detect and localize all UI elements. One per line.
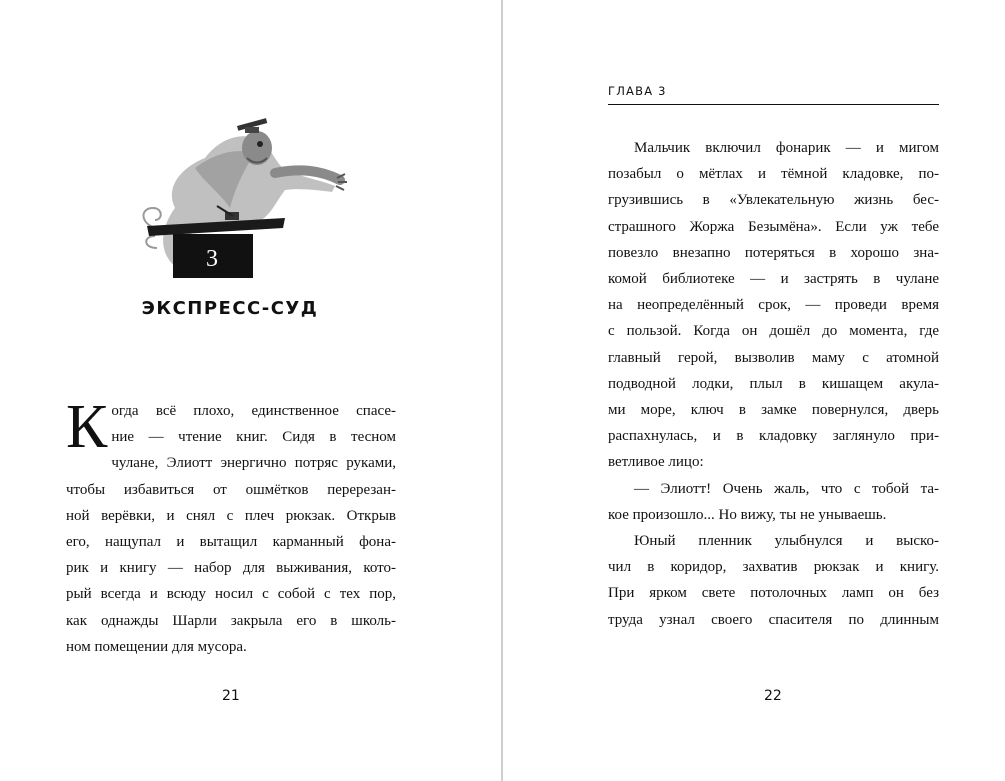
left-page	[0, 0, 502, 781]
header-rule	[608, 104, 939, 105]
text-line: страшного Жоржа Безымёна». Если уж тебе	[608, 218, 939, 235]
text-line: При ярком свете потолочных ламп он без	[608, 585, 939, 602]
left-body-text	[66, 393, 396, 660]
text-line: ние — чтение книг. Сидя в тесном	[111, 429, 396, 446]
text-line: главный герой, вызволив маму с атомной	[608, 349, 939, 366]
text-line: Мальчик включил фонарик — и мигом	[634, 140, 939, 156]
text-line: как однажды Шарли закрыла его в школь-	[66, 612, 396, 629]
text-line: повезло внезапно потеряться в хорошо зна-	[608, 244, 939, 261]
text-line: чил в коридор, захватив рюкзак и книгу.	[608, 559, 939, 576]
text-line: рый всегда и всюду носил с собой с тех пор,	[66, 586, 396, 603]
text-line: рик и книгу — набор для выживания, кото-	[66, 560, 396, 577]
text-line: чтобы избавиться от ошмётков перерезан-	[66, 481, 396, 498]
text-line: грузившись в «Увлекательную жизнь бес-	[608, 192, 939, 209]
text-line: ной верёвки, и снял с плеч рюкзак. Открыв	[66, 507, 396, 524]
text-line: ветливое лицо:	[608, 454, 704, 471]
text-line: ми море, ключ в замке повернулся, дверь	[608, 402, 939, 419]
drop-cap: К	[66, 393, 108, 461]
chapter-title: ЭКСПРЕСС-СУД	[141, 298, 319, 319]
text-line: Юный пленник улыбнулся и выско-	[634, 533, 939, 550]
right-body-text	[608, 135, 939, 633]
running-head: ГЛАВА 3	[608, 84, 667, 98]
page-number: 22	[764, 688, 782, 704]
chapter-number: 3	[206, 246, 218, 272]
text-line: комой библиотеке — и застрять в чулане	[608, 271, 939, 288]
text-line: чулане, Элиотт энергично потряс руками,	[111, 455, 396, 472]
text-line: на неопределённый срок, — проведи время	[608, 297, 939, 314]
text-line: ном помещении для мусора.	[66, 638, 247, 655]
text-line: — Элиотт! Очень жаль, что с тобой та-	[634, 480, 939, 497]
text-line: труда узнал своего спасителя по длинным	[608, 611, 939, 628]
page-number: 21	[222, 688, 240, 704]
text-line: его, нащупал и вытащил карманный фона-	[66, 534, 396, 551]
text-line: распахнулась, и в кладовку заглянуло при-	[608, 428, 939, 445]
text-line: с пользой. Когда он дошёл до момента, где	[608, 323, 939, 340]
text-line: подводной лодки, плыл в кишащем акула-	[608, 375, 939, 392]
text-line: огда всё плохо, единственное спасе-	[111, 403, 396, 419]
text-line: позабыл о мётлах и тёмной кладовке, по-	[608, 166, 939, 183]
text-line: кое произошло... Но вижу, ты не унываешь.	[608, 506, 887, 523]
